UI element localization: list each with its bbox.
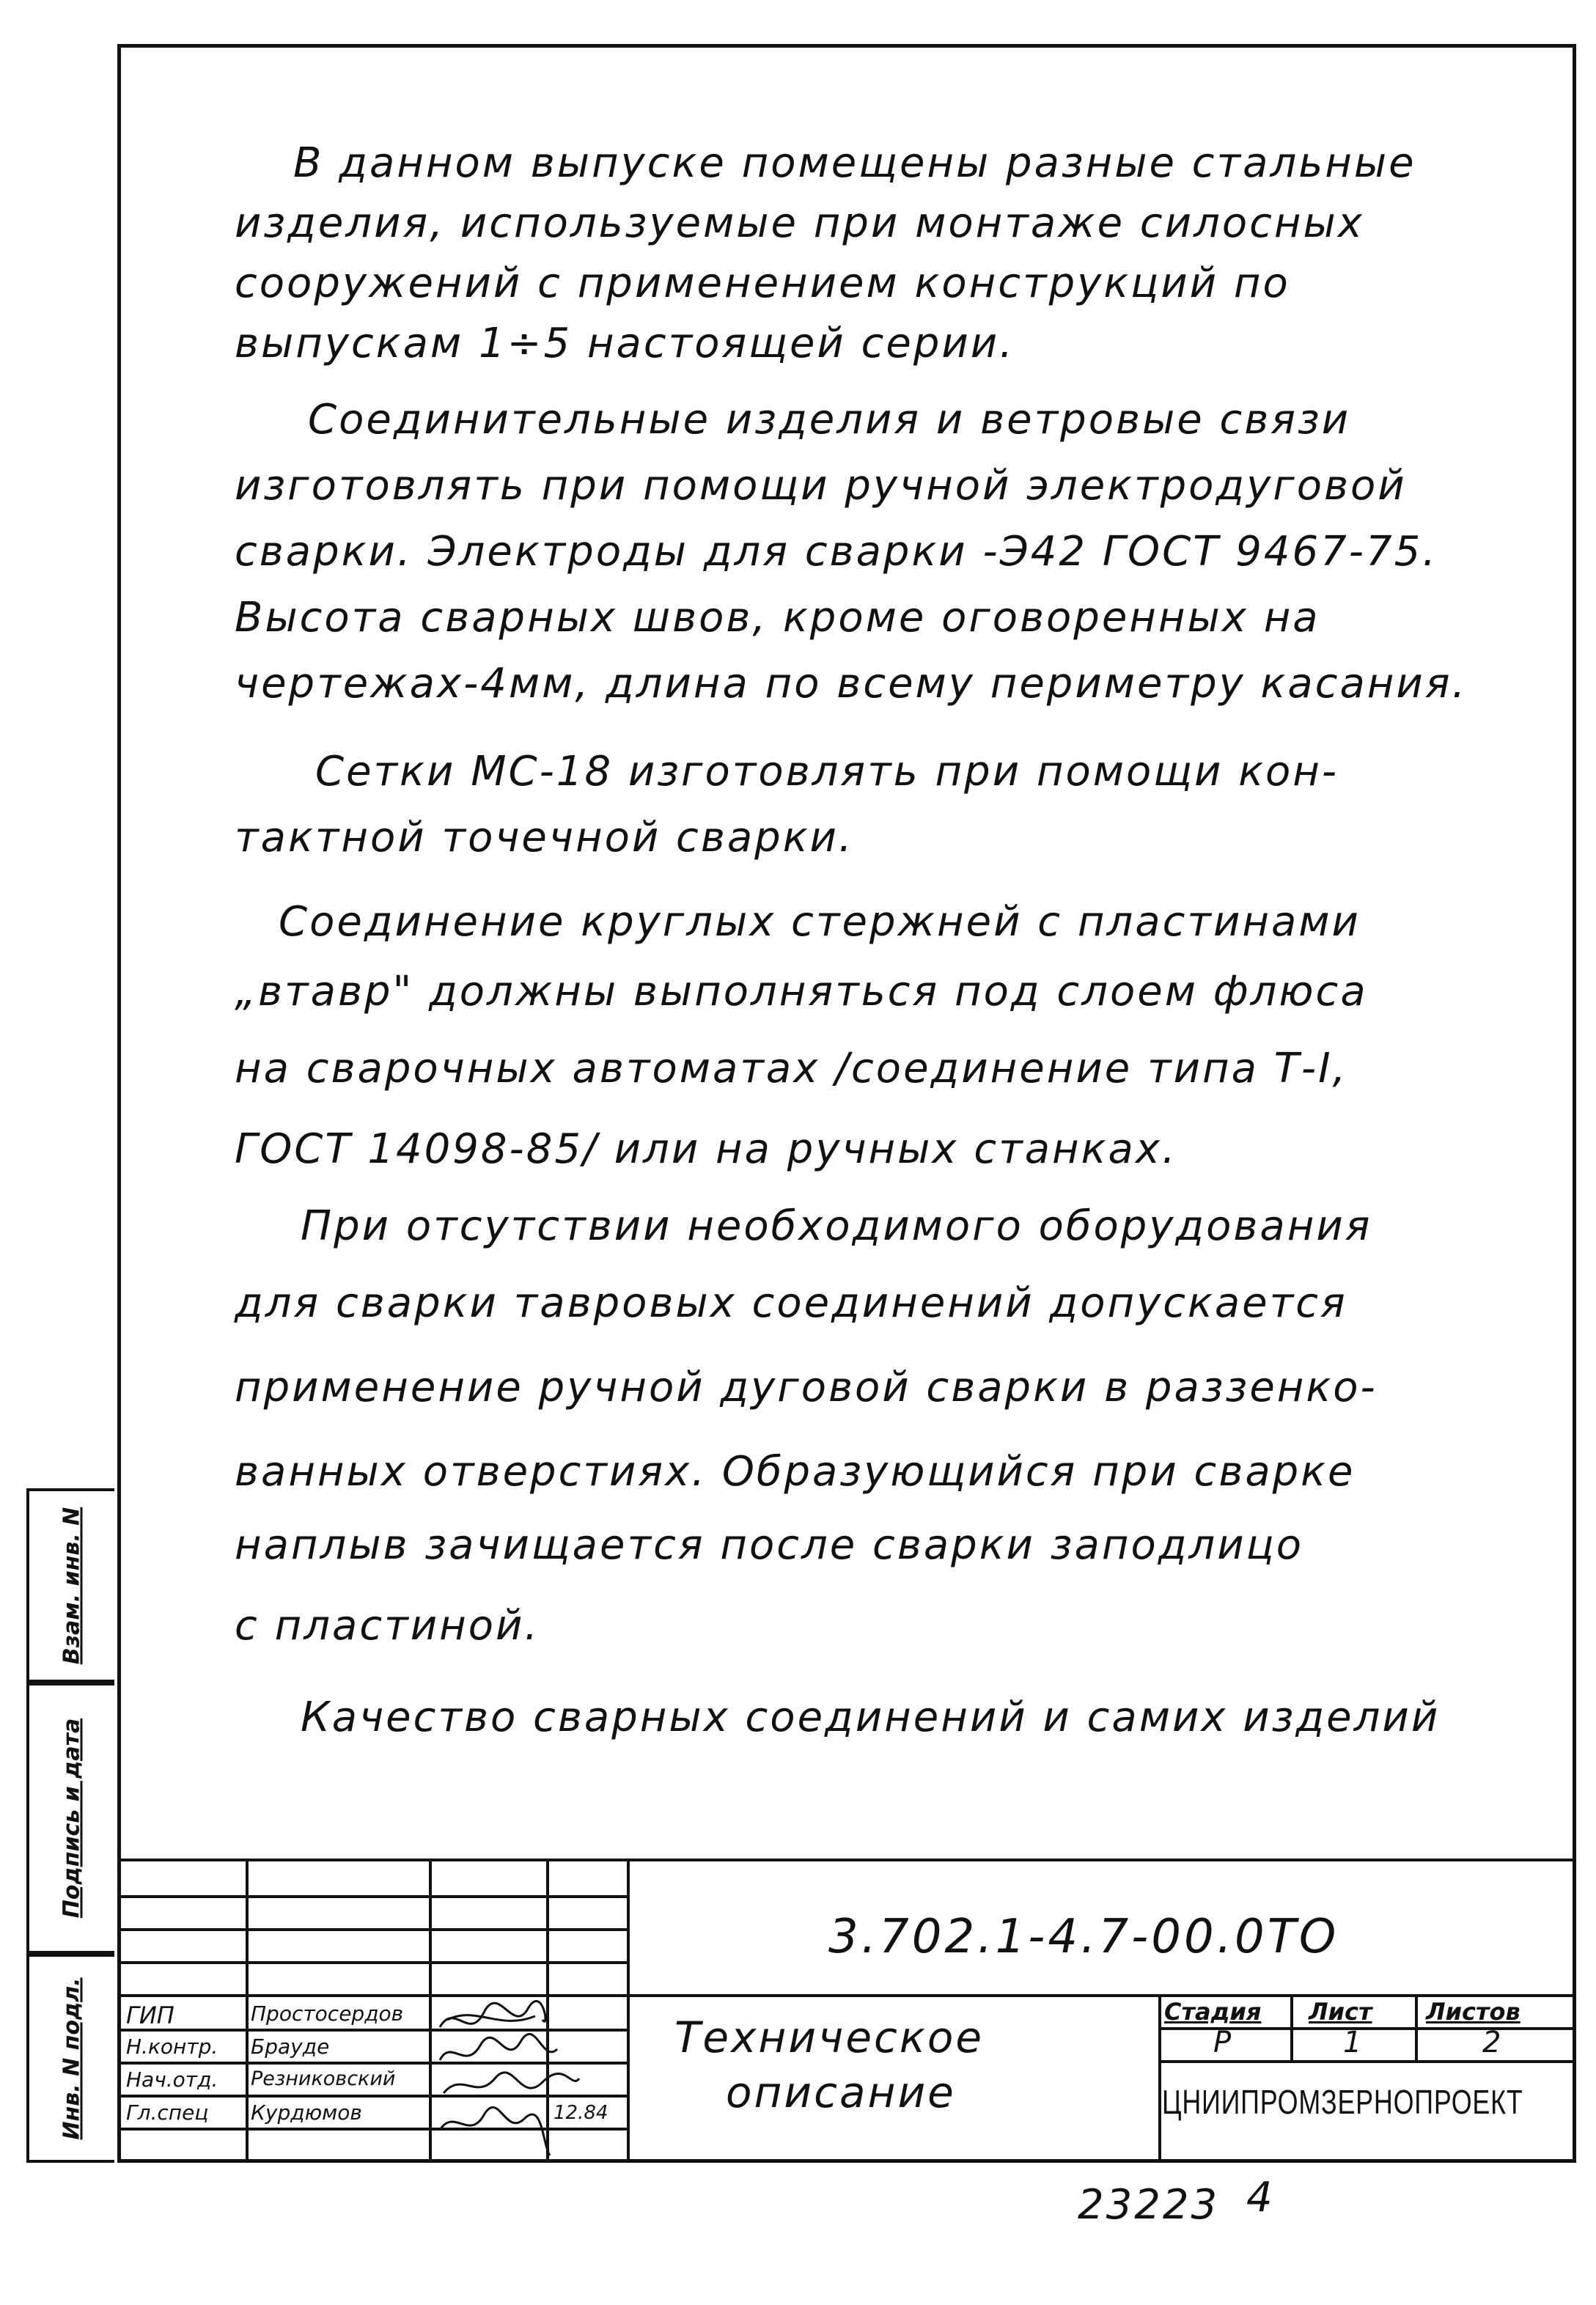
- side-label-podpis-data: Подпись и дата: [59, 1718, 85, 1919]
- text-line: ГОСТ 14098-85/ или на ручных станках.: [235, 1125, 1177, 1173]
- stage-header: Стадия: [1164, 1998, 1262, 2026]
- staff-name: Простосердов: [251, 2001, 404, 2026]
- text-line: Соединение круглых стержней с пластинами: [279, 898, 1361, 946]
- side-cell-inv-podl: [26, 1954, 114, 2163]
- text-line: ванных отверстиях. Образующийся при сварке: [235, 1448, 1356, 1496]
- text-line: выпускам 1÷5 настоящей серии.: [235, 320, 1015, 367]
- organization-name: ЦНИИПРОМЗЕРНОПРОЕКТ: [1162, 2083, 1523, 2121]
- document-code: 3.702.1-4.7-00.0ТО: [828, 1910, 1339, 1964]
- staff-role: Нач.отд.: [126, 2067, 218, 2092]
- sheet-value: 1: [1343, 2026, 1362, 2059]
- text-line: При отсутствии необходимого оборудования: [301, 1202, 1372, 1250]
- text-line: „втавр" должны выполняться под слоем флюса: [235, 968, 1368, 1015]
- side-cell-vzam-inv: [26, 1488, 114, 1683]
- staff-name: Резниковский: [251, 2067, 396, 2090]
- text-line: В данном выпуске помещены разные стальные: [293, 139, 1416, 187]
- side-cell-podpis-data: [26, 1683, 114, 1954]
- text-line: сварки. Электроды для сварки -Э42 ГОСТ 9467-75.: [235, 528, 1438, 576]
- document-title-line2: описание: [726, 2067, 956, 2117]
- side-label-vzam-inv: Взам. инв. N: [59, 1507, 85, 1664]
- sheets-header: Листов: [1426, 1998, 1520, 2026]
- document-title-line1: Техническое: [674, 2012, 985, 2062]
- text-line: сооружений с применением конструкций по: [235, 260, 1290, 307]
- text-line: с пластиной.: [235, 1602, 540, 1650]
- staff-name: Курдюмов: [251, 2100, 362, 2125]
- text-line: на сварочных автоматах /соединение типа Т-I,: [235, 1045, 1348, 1092]
- signatures-graphic: [433, 1998, 623, 2163]
- text-line: применение ручной дуговой сварки в раззенко-: [235, 1364, 1378, 1411]
- text-line: Высота сварных швов, кроме оговоренных на: [235, 594, 1320, 641]
- text-line: изготовлять при помощи ручной электродуговой: [235, 462, 1407, 510]
- staff-role: Гл.спец: [126, 2100, 209, 2125]
- sheets-value: 2: [1482, 2026, 1501, 2059]
- title-block: [117, 1859, 1576, 2163]
- footer-format: 4: [1246, 2174, 1273, 2221]
- text-line: для сварки тавровых соединений допускается: [235, 1279, 1347, 1327]
- staff-date: 12.84: [554, 2102, 608, 2124]
- stage-value: Р: [1213, 2026, 1232, 2059]
- staff-name: Брауде: [251, 2034, 330, 2059]
- text-line: наплыв зачищается после сварки заподлицо: [235, 1521, 1303, 1569]
- staff-role: Н.контр.: [126, 2034, 218, 2059]
- side-label-inv-podl: Инв. N подл.: [59, 1977, 85, 2140]
- text-line: Качество сварных соединений и самих изделий: [301, 1694, 1441, 1741]
- text-line: Соединительные изделия и ветровые связи: [308, 396, 1351, 444]
- sheet-header: Лист: [1309, 1998, 1372, 2026]
- text-line: изделия, используемые при монтаже силосных: [235, 199, 1364, 247]
- staff-role: ГИП: [126, 2001, 174, 2029]
- text-line: чертежах-4мм, длина по всему периметру касания.: [235, 660, 1468, 707]
- text-line: тактной точечной сварки.: [235, 814, 854, 861]
- footer-number: 23223: [1078, 2181, 1220, 2229]
- text-line: Сетки МС-18 изготовлять при помощи кон-: [315, 748, 1339, 795]
